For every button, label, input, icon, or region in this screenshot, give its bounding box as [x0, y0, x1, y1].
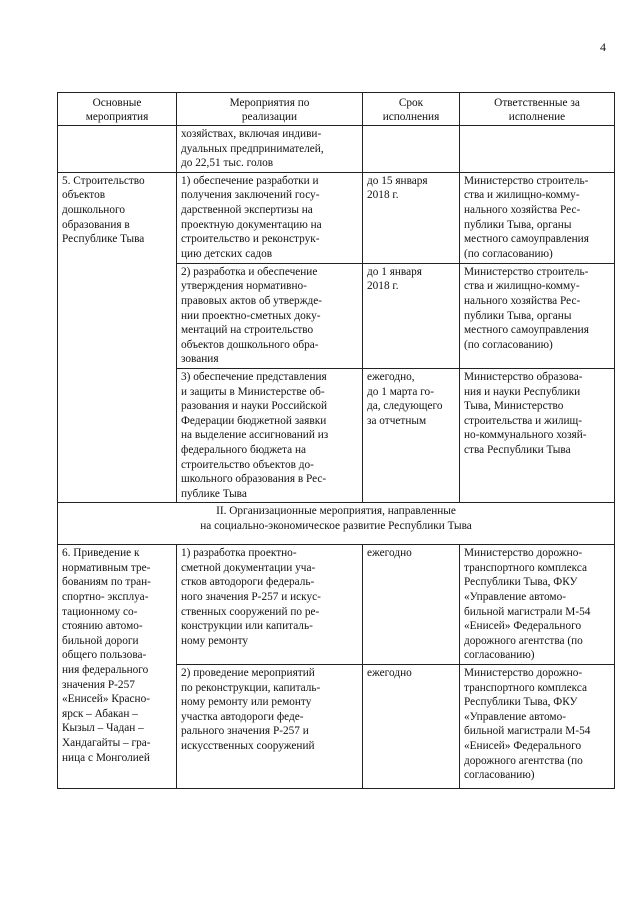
- item5-responsible-2: Министерство строитель- ства и жилищно-комму- нального хозяйства Рес- публики Тыва, органы местного самоуправления (по согласованию): [460, 263, 615, 368]
- item5-activity-3: 3) обеспечение представления и защиты в Министерстве об- разования и науки Российской Федерации бюджетной заявки на выделение ассигнований из федерального бюджета на строительство объектов до- школьного образования в Рес- публике Тыва: [177, 368, 363, 502]
- table-cell-empty: [363, 126, 460, 173]
- item5-deadline-2: до 1 января 2018 г.: [363, 263, 460, 368]
- section-2-title: II. Организационные мероприятия, направленные на социально-экономическое развитие Республики Тыва: [58, 503, 615, 545]
- header-responsible: Ответственные за исполнение: [460, 93, 615, 126]
- item6-responsible-1: Министерство дорожно- транспортного комплекса Республики Тыва, ФКУ «Управление автомо- бильной магистрали М-54 «Енисей» Федерального дорожного агентства (по согласованию): [460, 545, 615, 665]
- header-main-measures: Основные мероприятия: [58, 93, 177, 126]
- item5-responsible-1: Министерство строитель- ства и жилищно-комму- нального хозяйства Рес- публики Тыва, органы местного самоуправления (по согласованию): [460, 172, 615, 263]
- item5-activity-2: 2) разработка и обеспечение утверждения нормативно- правовых актов об утвержде- нии проектно-сметных доку- ментаций на строительство объектов дошкольного обра- зования: [177, 263, 363, 368]
- table-header-row: [58, 93, 615, 126]
- item6-deadline-1: ежегодно: [363, 545, 460, 665]
- table-row: [58, 126, 615, 173]
- header-deadline: Срок исполнения: [363, 93, 460, 126]
- item6-main-measure: 6. Приведение к нормативным тре- бованиям по тран- спортно- эксплуа- тационному со- стоянию автомо- бильной дороги общего пользова- ния федерального значения Р-257 «Енисей» Красно- ярск – Абакан – Кызыл – Чадан – Хандагайты – гра- ница с Монголией: [58, 545, 177, 789]
- item5-deadline-1: до 15 января 2018 г.: [363, 172, 460, 263]
- table-row: [58, 172, 615, 263]
- item6-deadline-2: ежегодно: [363, 665, 460, 789]
- section-heading-row: [58, 503, 615, 545]
- item6-activity-2: 2) проведение мероприятий по реконструкции, капиталь- ному ремонту или ремонту участка автодороги феде- рального значения Р-257 и искусственных сооружений: [177, 665, 363, 789]
- item5-deadline-3: ежегодно, до 1 марта го- да, следующего за отчетным: [363, 368, 460, 502]
- item5-main-measure: 5. Строительство объектов дошкольного образования в Республике Тыва: [58, 172, 177, 503]
- table-row: [58, 545, 615, 665]
- table-cell-empty: [58, 126, 177, 173]
- item5-responsible-3: Министерство образова- ния и науки Республики Тыва, Министерство строительства и жилищ- но-коммунального хозяй- ства Республики Тыва: [460, 368, 615, 502]
- item6-activity-1: 1) разработка проектно- сметной документации уча- стков автодороги федераль- ного значения Р-257 и искус- ственных сооружений по ре- конструкции или капиталь- ному ремонту: [177, 545, 363, 665]
- continuation-activity: хозяйствах, включая индиви- дуальных предпринимателей, до 22,51 тыс. голов: [177, 126, 363, 173]
- measures-table: [57, 92, 615, 789]
- item5-activity-1: 1) обеспечение разработки и получения заключений госу- дарственной экспертизы на проектную документацию на строительство и реконструк- цию детских садов: [177, 172, 363, 263]
- page-number: 4: [600, 40, 606, 54]
- item6-responsible-2: Министерство дорожно- транспортного комплекса Республики Тыва, ФКУ «Управление автомо- бильной магистрали М-54 «Енисей» Федерального дорожного агентства (по согласованию): [460, 665, 615, 789]
- header-implementation-measures: Мероприятия по реализации: [177, 93, 363, 126]
- table-cell-empty: [460, 126, 615, 173]
